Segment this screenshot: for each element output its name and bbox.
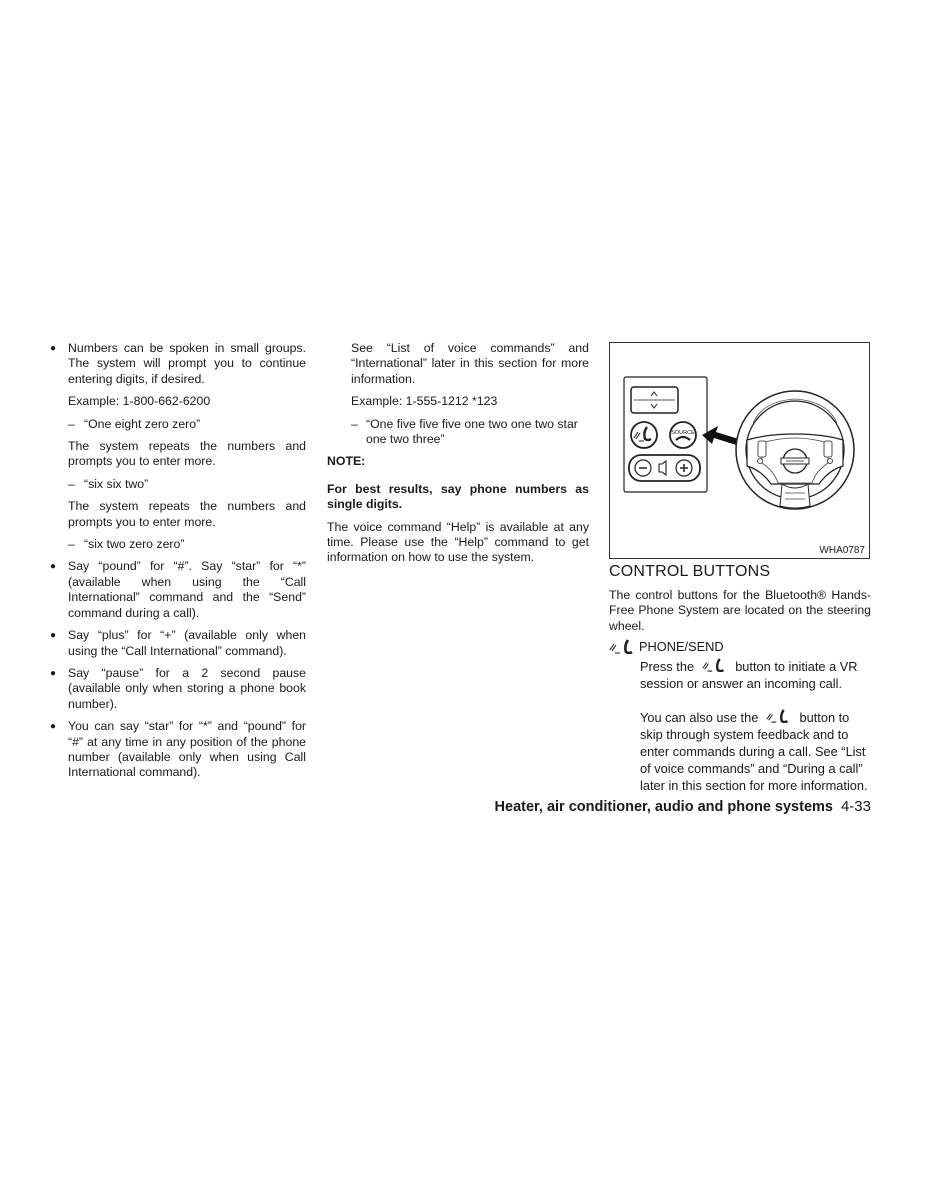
middle-column <box>327 341 589 573</box>
bullet-star-pound-anytime: ● You can say “star” for “*” and “pound” for “#” at any time in any position of the phone number (available only when using Call International command). <box>50 719 306 781</box>
left-column <box>50 341 306 788</box>
footer-section-title: Heater, air conditioner, audio and phone systems <box>494 799 833 815</box>
dash-item-six-two-zero: – “six two zero zero” <box>68 537 185 552</box>
note-heading: NOTE: <box>327 454 366 469</box>
phone-send-icon <box>609 639 637 654</box>
bullet-plus: ● Say “plus” for “+” (available only when using the “Call International” command). <box>50 628 306 659</box>
see-international: See “List of voice commands” and “International” later in this section for more information. <box>351 341 589 386</box>
phone-send-heading <box>609 638 871 655</box>
control-buttons-intro: The control buttons for the Bluetooth® Hands-Free Phone System are located on the steering wheel. <box>609 588 871 633</box>
steering-wheel-illustration <box>736 391 854 509</box>
phone-send-desc-1: Press the button to initiate a VR session or answer an incoming call. <box>640 659 858 692</box>
bullet-pause: ● Say “pause” for a 2 second pause (available only when storing a phone book number). <box>50 666 306 712</box>
phone-send-icon <box>701 658 729 672</box>
repeat-note-2: The system repeats the numbers and prompts you to enter more. <box>68 499 306 529</box>
dash-item-one-five-five: – “One five five five one two one two star one two three” <box>351 416 578 447</box>
source-button-label: SOURCE <box>671 430 695 436</box>
phone-send-desc-2: You can also use the button to skip through system feedback and to enter commands during a call. See “List of voice commands” and “During a call” later in this section for more information. <box>640 710 868 794</box>
bullet-small-groups: ● Numbers can be spoken in small groups. The system will prompt you to continue entering digits, if desired. <box>50 341 306 387</box>
phone-send-icon <box>765 709 793 723</box>
figure-id: WHA0787 <box>819 545 865 556</box>
page-footer <box>460 798 871 816</box>
help-text: The voice command “Help” is available at any time. Please use the “Help” command to get information on how to use the system. <box>327 519 589 565</box>
right-column <box>609 342 871 794</box>
example-number-1: Example: 1-800-662-6200 <box>68 394 211 409</box>
page-number: 4-33 <box>840 798 871 815</box>
example-number-2: Example: 1-555-1212 *123 <box>351 394 498 409</box>
repeat-note-1: The system repeats the numbers and prompts you to enter more. <box>68 439 306 469</box>
steering-wheel-figure <box>609 342 870 559</box>
phone-send-label: PHONE/SEND <box>639 639 724 655</box>
dash-item-six-six-two: – “six six two” <box>68 476 149 491</box>
dash-item-one-eight: – “One eight zero zero” <box>68 416 201 431</box>
section-heading: CONTROL BUTTONS <box>609 563 771 580</box>
note-body: For best results, say phone numbers as single digits. <box>327 481 589 512</box>
bullet-pound-star: ● Say “pound” for “#”. Say “star” for “*” (available when using the “Call International” command and the “Send” command during a call). <box>50 559 306 621</box>
